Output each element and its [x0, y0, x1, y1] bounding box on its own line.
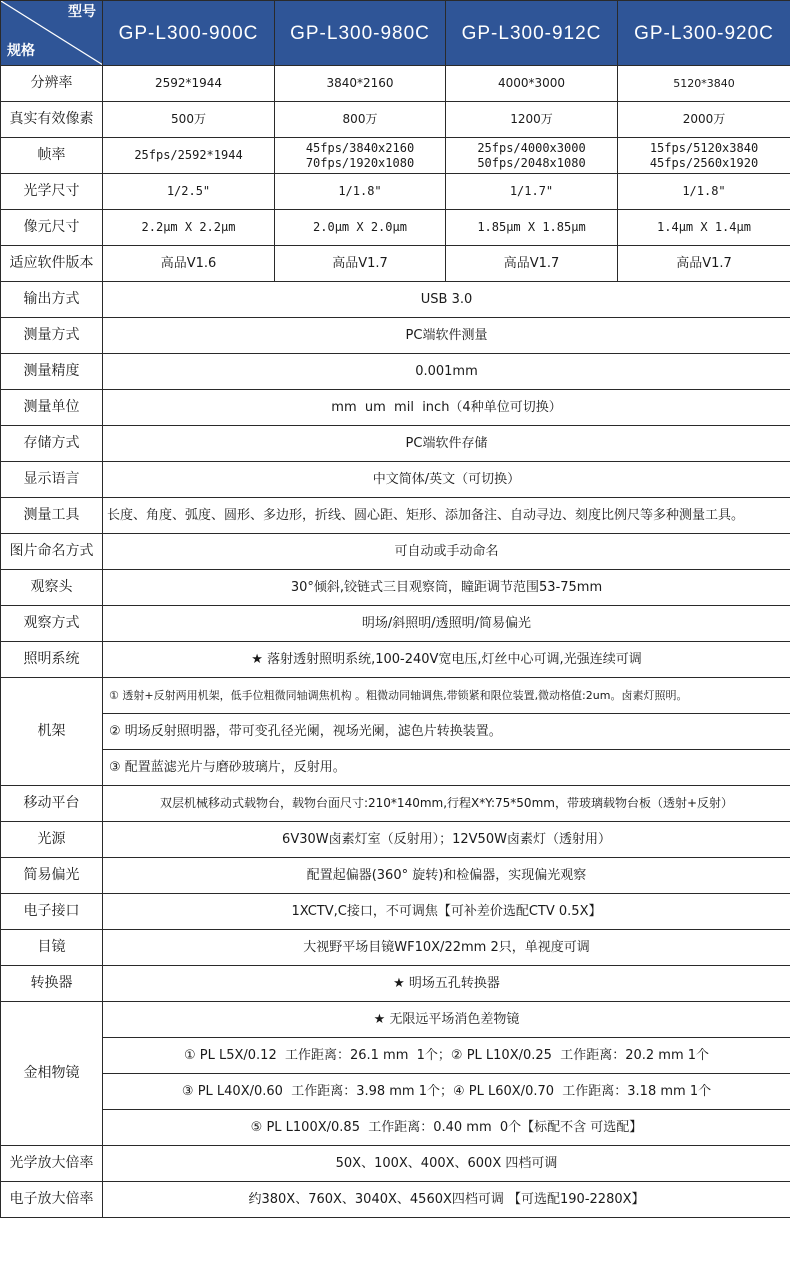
cell: 30°倾斜,铰链式三目观察筒，瞳距调节范围53-75mm — [103, 570, 790, 606]
cell: 1/2.5" — [103, 174, 275, 210]
table-row — [1, 858, 790, 894]
cell: ① 透射+反射两用机架，低手位粗微同轴调焦机构 。粗微动同轴调焦,带锁紧和限位装置,微动格值:2um。卤素灯照明。 — [103, 678, 790, 714]
cell: 1XCTV,C接口，不可调焦【可补差价选配CTV 0.5X】 — [103, 894, 790, 930]
cell: ① PL L5X/0.12 工作距离：26.1 mm 1个；② PL L10X/0.25 工作距离：20.2 mm 1个 — [103, 1038, 790, 1074]
cell — [103, 138, 275, 174]
row-label: 像元尺寸 — [1, 210, 103, 246]
table-row — [1, 246, 790, 282]
table-row — [1, 210, 790, 246]
cell: 高品V1.7 — [446, 246, 618, 282]
table-row — [1, 966, 790, 1002]
model-header: GP-L300-912C — [446, 1, 618, 66]
row-label: 图片命名方式 — [1, 534, 103, 570]
cell: ★ 落射透射照明系统,100-240V宽电压,灯丝中心可调,光强连续可调 — [103, 642, 790, 678]
cell: 2592*1944 — [103, 66, 275, 102]
cell: 1200万 — [446, 102, 618, 138]
row-label: 真实有效像素 — [1, 102, 103, 138]
cell: 1.4μm X 1.4μm — [618, 210, 790, 246]
cell: 2000万 — [618, 102, 790, 138]
cell: mm um mil inch（4种单位可切换） — [103, 390, 790, 426]
header-row — [1, 1, 790, 66]
cell: ② 明场反射照明器，带可变孔径光阑，视场光阑，滤色片转换装置。 — [103, 714, 790, 750]
row-label: 存储方式 — [1, 426, 103, 462]
cell: 高品V1.7 — [275, 246, 446, 282]
cell-line: 50fps/2048x1080 — [477, 155, 586, 170]
cell: 中文简体/英文（可切换） — [103, 462, 790, 498]
cell: 3840*2160 — [275, 66, 446, 102]
table-row — [1, 318, 790, 354]
cell-line: 45fps/3840x2160 — [305, 140, 415, 155]
table-row — [1, 354, 790, 390]
cell — [446, 138, 618, 174]
table-row — [1, 1146, 790, 1182]
cell-line: 25fps/2592*1944 — [134, 148, 243, 162]
row-label: 简易偏光 — [1, 858, 103, 894]
model-header: GP-L300-920C — [618, 1, 790, 66]
row-label: 分辨率 — [1, 66, 103, 102]
cell: 0.001mm — [103, 354, 790, 390]
cell: 1/1.8" — [618, 174, 790, 210]
table-row — [1, 498, 790, 534]
cell-line: 70fps/1920x1080 — [305, 155, 415, 170]
cell: 500万 — [103, 102, 275, 138]
table-row — [1, 1182, 790, 1218]
spec-label: 规格 — [7, 43, 35, 59]
table-row — [1, 714, 790, 750]
cell: ⑤ PL L100X/0.85 工作距离：0.40 mm 0个【标配不含 可选配】 — [103, 1110, 790, 1146]
cell: 约380X、760X、3040X、4560X四档可调 【可选配190-2280X】 — [103, 1182, 790, 1218]
table-row — [1, 678, 790, 714]
table-row — [1, 138, 790, 174]
cell: 5120*3840 — [618, 66, 790, 102]
table-row — [1, 174, 790, 210]
row-label: 输出方式 — [1, 282, 103, 318]
table-row — [1, 1110, 790, 1146]
table-row — [1, 606, 790, 642]
table-row — [1, 1074, 790, 1110]
cell: ③ 配置蓝滤光片与磨砂玻璃片，反射用。 — [103, 750, 790, 786]
row-label: 观察头 — [1, 570, 103, 606]
table-row — [1, 534, 790, 570]
row-label: 光源 — [1, 822, 103, 858]
cell: 可自动或手动命名 — [103, 534, 790, 570]
row-label: 光学放大倍率 — [1, 1146, 103, 1182]
table-row — [1, 102, 790, 138]
table-row — [1, 1038, 790, 1074]
cell: ★ 无限远平场消色差物镜 — [103, 1002, 790, 1038]
row-label: 照明系统 — [1, 642, 103, 678]
row-label: 机架 — [1, 678, 103, 786]
cell: 高品V1.6 — [103, 246, 275, 282]
row-label: 电子接口 — [1, 894, 103, 930]
row-label: 目镜 — [1, 930, 103, 966]
table-row — [1, 66, 790, 102]
cell: 2.2μm X 2.2μm — [103, 210, 275, 246]
cell: 6V30W卤素灯室（反射用）；12V50W卤素灯（透射用） — [103, 822, 790, 858]
cell: 高品V1.7 — [618, 246, 790, 282]
model-header: GP-L300-900C — [103, 1, 275, 66]
row-label: 显示语言 — [1, 462, 103, 498]
row-label: 帧率 — [1, 138, 103, 174]
table-row — [1, 390, 790, 426]
row-label: 适应软件版本 — [1, 246, 103, 282]
table-row — [1, 462, 790, 498]
row-label: 测量精度 — [1, 354, 103, 390]
cell-line: 45fps/2560x1920 — [649, 155, 759, 170]
row-label: 测量工具 — [1, 498, 103, 534]
cell: 50X、100X、400X、600X 四档可调 — [103, 1146, 790, 1182]
cell — [618, 138, 790, 174]
cell: PC端软件测量 — [103, 318, 790, 354]
row-label: 测量方式 — [1, 318, 103, 354]
row-label: 金相物镜 — [1, 1002, 103, 1146]
table-row — [1, 282, 790, 318]
cell-line: 15fps/5120x3840 — [649, 140, 759, 155]
cell: 1/1.7" — [446, 174, 618, 210]
cell: 1/1.8" — [275, 174, 446, 210]
cell: ③ PL L40X/0.60 工作距离：3.98 mm 1个；④ PL L60X/0.70 工作距离：3.18 mm 1个 — [103, 1074, 790, 1110]
corner-cell — [1, 1, 103, 66]
table-row — [1, 426, 790, 462]
row-label: 移动平台 — [1, 786, 103, 822]
row-label: 测量单位 — [1, 390, 103, 426]
cell-line: 25fps/4000x3000 — [477, 140, 586, 155]
row-label: 转换器 — [1, 966, 103, 1002]
cell: 配置起偏器(360° 旋转)和检偏器，实现偏光观察 — [103, 858, 790, 894]
cell: 4000*3000 — [446, 66, 618, 102]
table-row — [1, 750, 790, 786]
model-header: GP-L300-980C — [275, 1, 446, 66]
cell: PC端软件存储 — [103, 426, 790, 462]
cell: 双层机械移动式载物台，载物台面尺寸:210*140mm,行程X*Y:75*50mm，带玻璃载物台板（透射+反射） — [103, 786, 790, 822]
row-label: 观察方式 — [1, 606, 103, 642]
cell: 1.85μm X 1.85μm — [446, 210, 618, 246]
cell: 明场/斜照明/透照明/简易偏光 — [103, 606, 790, 642]
cell: 长度、角度、弧度、圆形、多边形，折线、圆心距、矩形、添加备注、自动寻边、刻度比例尺等多种测量工具。 — [103, 498, 790, 534]
table-row — [1, 1002, 790, 1038]
table-row — [1, 570, 790, 606]
table-row — [1, 822, 790, 858]
row-label: 电子放大倍率 — [1, 1182, 103, 1218]
row-label: 光学尺寸 — [1, 174, 103, 210]
table-row — [1, 894, 790, 930]
table-row — [1, 642, 790, 678]
cell: ★ 明场五孔转换器 — [103, 966, 790, 1002]
cell: 2.0μm X 2.0μm — [275, 210, 446, 246]
cell — [275, 138, 446, 174]
cell: 大视野平场目镜WF10X/22mm 2只，单视度可调 — [103, 930, 790, 966]
model-label: 型号 — [68, 4, 96, 20]
cell: USB 3.0 — [103, 282, 790, 318]
cell: 800万 — [275, 102, 446, 138]
table-row — [1, 786, 790, 822]
table-row — [1, 930, 790, 966]
